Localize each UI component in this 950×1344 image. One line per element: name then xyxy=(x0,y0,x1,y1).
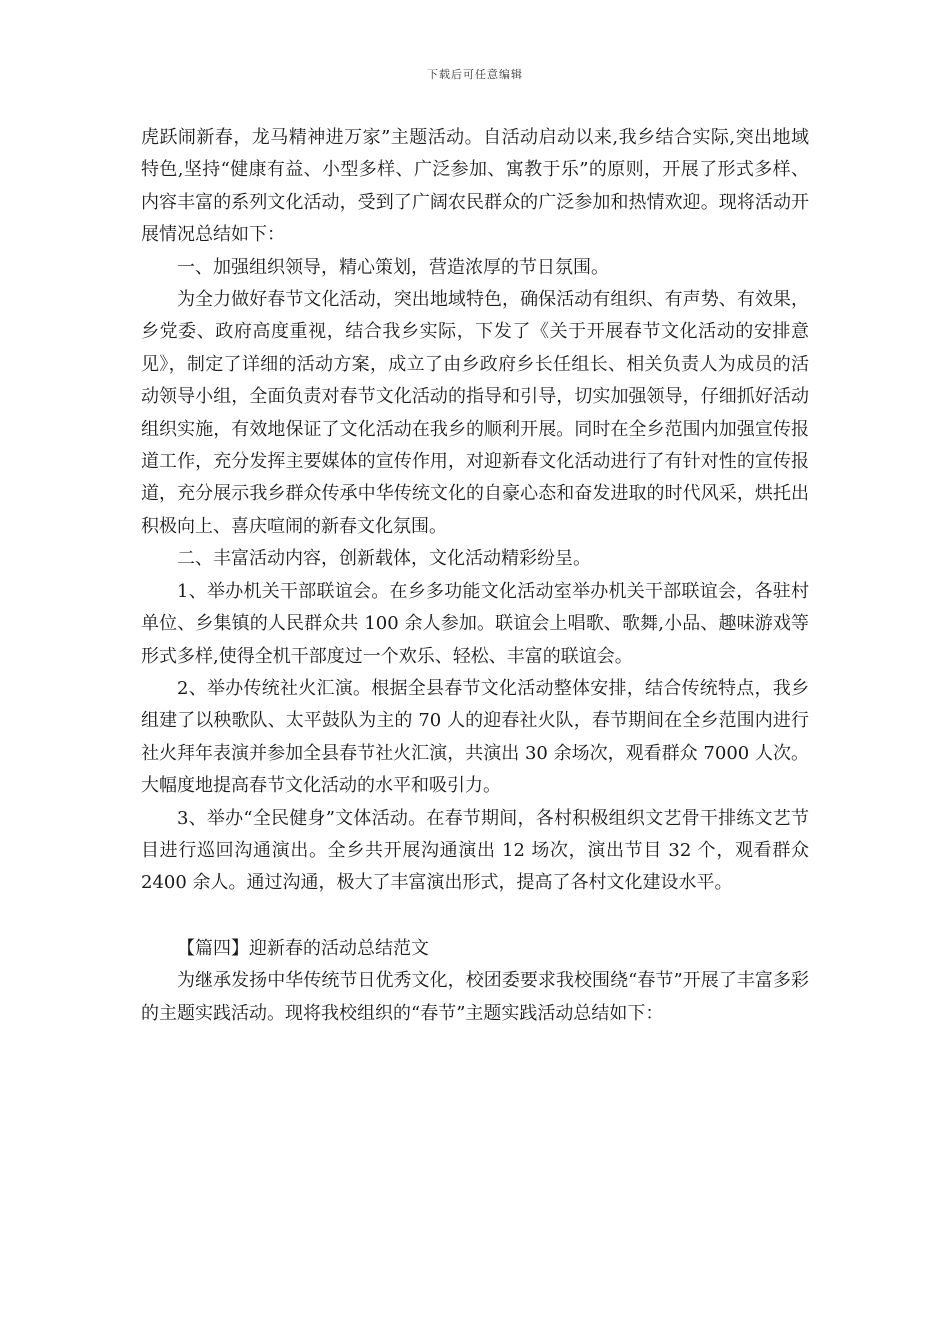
section-spacer xyxy=(141,900,809,933)
paragraph-organization: 为全力做好春节文化活动，突出地域特色，确保活动有组织、有声势、有效果，乡党委、政府高度重视，结合我乡实际，下发了《关于开展春节文化活动的安排意见》，制定了详细的活动方案，成立了由乡政府乡长任组长、相关负责人为成员的活动领导小组，全面负责对春节文化活动的指导和引导，切实加强领导，仔细抓好活动组织实施，有效地保证了文化活动在我乡的顺利开展。同时在全乡范围内加强宣传报道工作，充分发挥主要媒体的宣传作用，对迎新春文化活动进行了有针对性的宣传报道，充分展示我乡群众传承中华传统文化的自豪心态和奋发进取的时代风采，烘托出积极向上、喜庆喧闹的新春文化氛围。 xyxy=(141,289,809,537)
page-header: 下载后可任意编辑 xyxy=(427,68,523,81)
paragraph-item-1: 1、举办机关干部联谊会。在乡多功能文化活动室举办机关干部联谊会，各驻村单位、乡集镇的人民群众共 100 余人参加。联谊会上唱歌、歌舞,小品、趣味游戏等形式多样,使得全机干部度过一个欢乐、轻松、丰富的联谊会。 xyxy=(141,580,809,667)
document-body xyxy=(141,122,809,1030)
paragraph-section-intro: 为继承发扬中华传统节日优秀文化，校团委要求我校围绕“春节”开展了丰富多彩的主题实践活动。现将我校组织的“春节”主题实践活动总结如下： xyxy=(141,970,809,1024)
paragraph-item-2: 2、举办传统社火汇演。根据全县春节文化活动整体安排，结合传统特点，我乡组建了以秧歌队、太平鼓队为主的 70 人的迎春社火队，春节期间在全乡范围内进行社火拜年表演并参加全县春节社火汇演，共演出 30 余场次，观看群众 7000 人次。大幅度地提高春节文化活动的水平和吸引力。 xyxy=(141,677,809,797)
paragraph-intro: 虎跃闹新春，龙马精神进万家”主题活动。自活动启动以来,我乡结合实际,突出地域特色,坚持“健康有益、小型多样、广泛参加、寓教于乐”的原则，开展了形式多样、内容丰富的系列文化活动，受到了广阔农民群众的广泛参加和热情欢迎。现将活动开展情况总结如下： xyxy=(141,127,809,246)
heading-one: 一、加强组织领导，精心策划，营造浓厚的节日氛围。 xyxy=(177,256,609,278)
paragraph-item-3: 3、举办“全民健身”文体活动。在春节期间，各村积极组织文艺骨干排练文艺节目进行巡回沟通演出。全乡共开展沟通演出 12 场次，演出节目 32 个，观看群众 2400 余人。通过沟通，极大了丰富演出形式，提高了各村文化建设水平。 xyxy=(141,807,809,894)
section-title: 【篇四】迎新春的活动总结范文 xyxy=(177,937,429,959)
heading-two: 二、丰富活动内容，创新载体，文化活动精彩纷呈。 xyxy=(177,548,591,570)
